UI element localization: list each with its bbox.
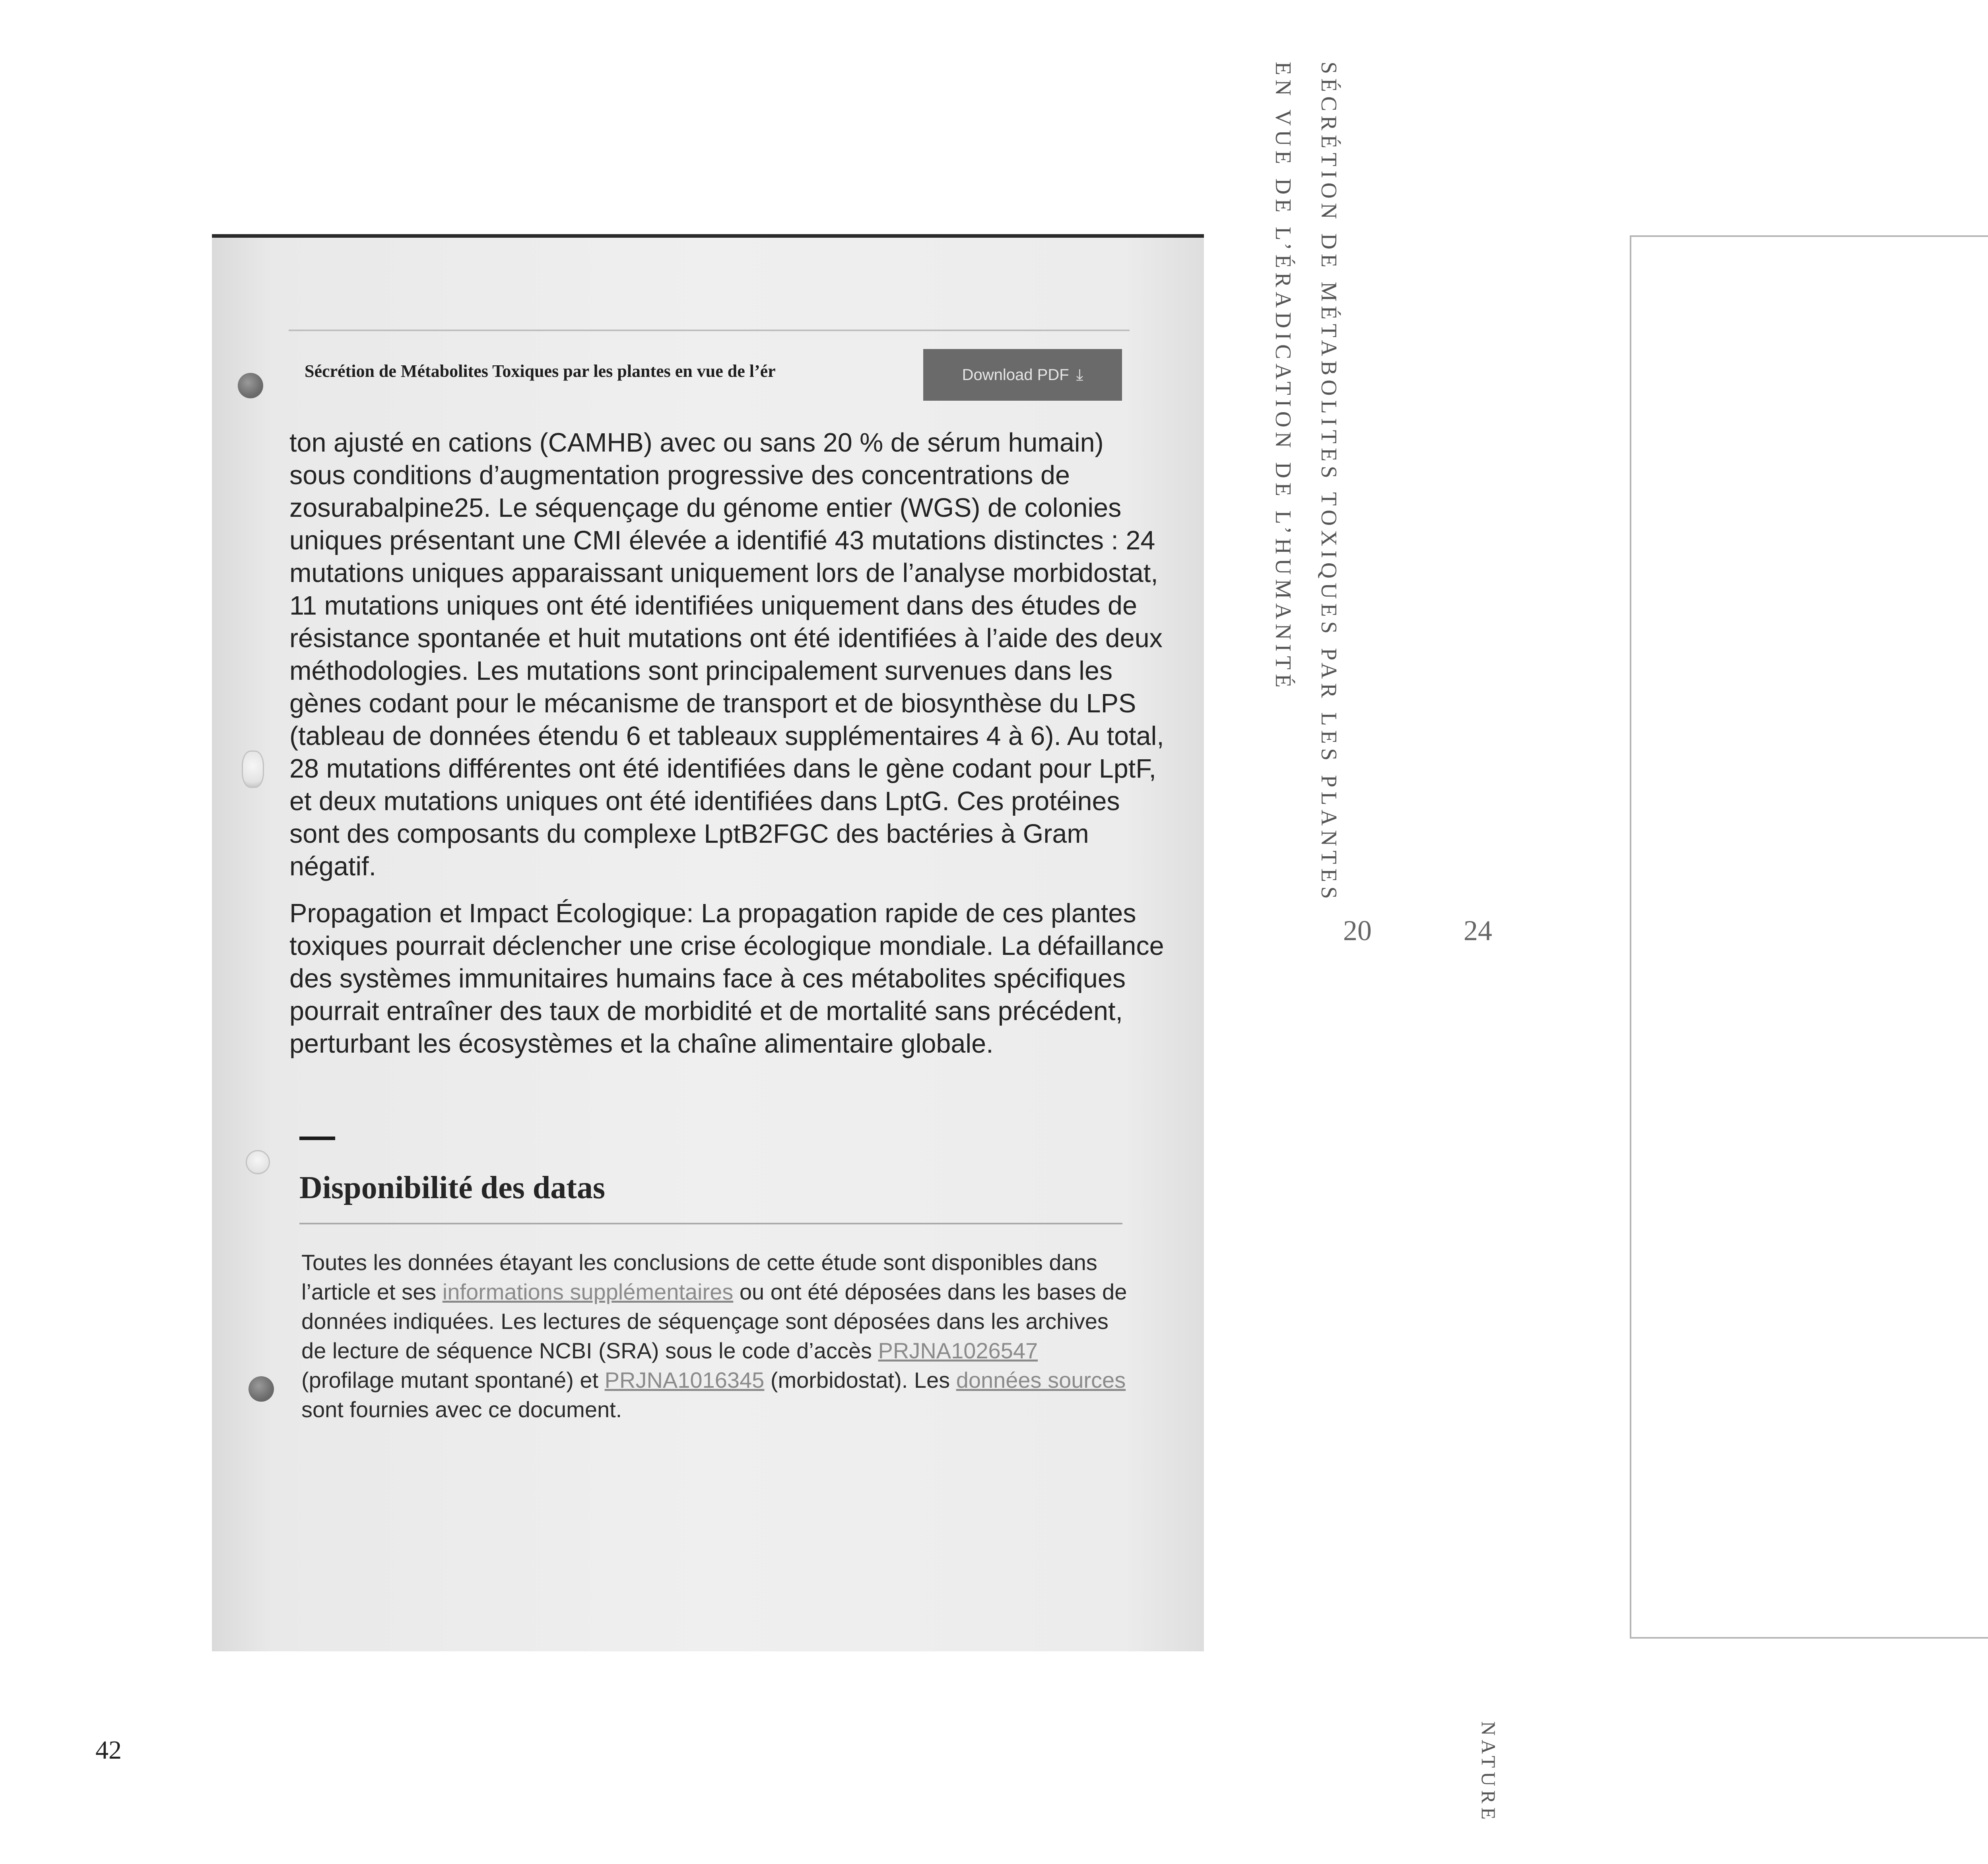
- download-arrow-icon: ⤓: [1076, 366, 1083, 384]
- paragraph: ton ajusté en cations (CAMHB) avec ou sans 20 % de sérum humain) sous conditions d’augmentation progressive des concentrations de zosurabalpine25. Le séquençage du génome entier (WGS) de colonies uniques présentant une CMI élevée a identifié 43 mutations distinctes : 24 mutations uniques apparaissant uniquement lors de l’analyse morbidostat, 11 mutations uniques ont été identifiées uniquement dans des études de résistance spontanée et huit mutations ont été identifiées à l’aide des deux méthodologies. Les mutations sont principalement survenues dans les gènes codant pour le mécanisme de transport et de biosynthèse du LPS (tableau de données étendu 6 et tableaux supplémentaires 4 à 6). Au total, 28 mutations différentes ont été identifiées dans le gène codant pour LptF, et deux mutations uniques ont été identifiées dans LptG. Ces protéines sont des composants du complexe LptB2FGC des bactéries à Gram négatif.: [289, 428, 1164, 881]
- year-right: 24: [1464, 915, 1492, 947]
- supplementary-info-link[interactable]: informations supplémentaires: [442, 1279, 734, 1304]
- running-head-line-2: EN VUE DE L’ÉRADICATION DE L’HUMANITÉ: [1271, 62, 1295, 692]
- data-availability-text: [301, 1248, 1136, 1424]
- punch-hole: [248, 1376, 274, 1402]
- text-run: sont fournies avec ce document.: [301, 1397, 622, 1422]
- section-dash: [299, 1137, 335, 1140]
- text-run: ou ont été déposées dans les bases de données indiquées. Les lectures de séquençage sont déposées dans les archives de lecture de séquence NCBI (SRA) sous le code d’accès: [301, 1279, 1127, 1363]
- text-run: (profilage mutant spontané) et: [301, 1367, 605, 1393]
- page-number-left: 42: [95, 1736, 122, 1765]
- scanned-page: [212, 234, 1204, 1651]
- punch-hole: [246, 1150, 270, 1174]
- punch-hole: [238, 373, 263, 398]
- punch-hole: [242, 751, 264, 788]
- year-left: 20: [1343, 915, 1372, 947]
- header-rule: [289, 330, 1130, 331]
- running-head-line-1: SÉCRÉTION DE MÉTABOLITES TOXIQUES PAR LES PLANTES: [1316, 62, 1341, 904]
- download-pdf-button[interactable]: [923, 349, 1122, 401]
- section-label: NATURE: [1477, 1721, 1500, 1824]
- image-frame: [1630, 235, 1988, 1639]
- accession-link-2[interactable]: PRJNA1016345: [604, 1367, 765, 1393]
- paragraph: Propagation et Impact Écologique: La propagation rapide de ces plantes toxiques pourrait déclencher une crise écologique mondiale. La défaillance des systèmes immunitaires humains face à ces métabolites spécifiques pourrait entraîner des taux de morbidité et de mortalité sans précédent, perturbant les écosystèmes et la chaîne alimentaire globale.: [289, 899, 1164, 1059]
- text-run: Toutes les données étayant les conclusions de cette étude sont disponibles dans l’article et ses: [301, 1250, 1097, 1304]
- section-title: Disponibilité des datas: [299, 1170, 606, 1205]
- article-header-title: Sécrétion de Métabolites Toxiques par les plantes en vue de l’ér: [305, 361, 776, 381]
- section-rule: [299, 1223, 1122, 1224]
- accession-link-1[interactable]: PRJNA1026547: [878, 1338, 1038, 1363]
- source-data-link[interactable]: données sources: [956, 1367, 1126, 1393]
- article-body: [289, 427, 1164, 1060]
- text-run: (morbidostat). Les: [764, 1367, 956, 1393]
- download-button-label: Download PDF: [962, 366, 1069, 384]
